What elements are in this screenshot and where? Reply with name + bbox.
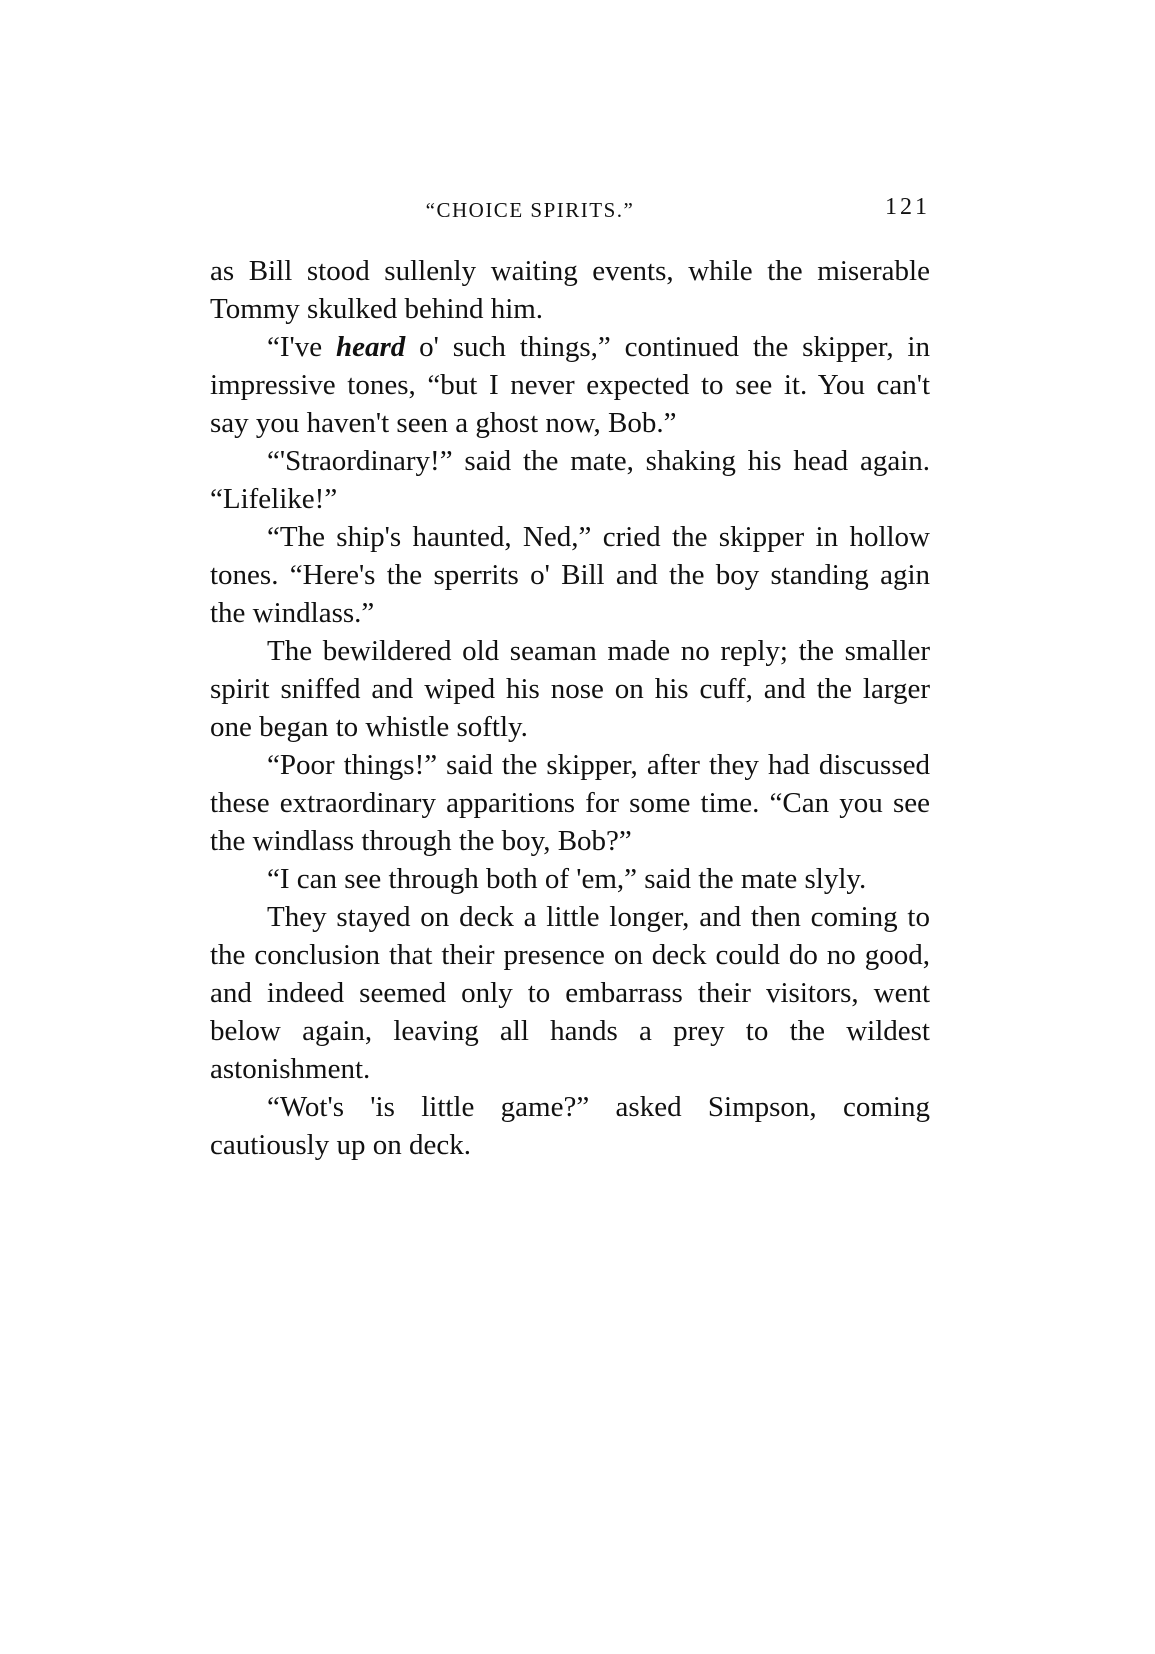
paragraph: “The ship's haunted, Ned,” cried the skipper in hollow tones. “Here's the sperrits o' Bill and the boy standing agin the windlass.”: [210, 521, 930, 629]
paragraph: [210, 328, 930, 442]
page-number: 121: [885, 194, 930, 220]
paragraph-text: o' such things,” continued the skipper, in impressive tones, “but I never expected to see it. You can't say you haven't seen a ghost now, Bob.”: [210, 331, 930, 439]
paragraph: as Bill stood sullenly waiting events, while the miserable Tommy skulked behind him.: [210, 255, 930, 325]
paragraph: “Wot's 'is little game?” asked Simpson, coming cautiously up on deck.: [210, 1091, 930, 1161]
body-text: [210, 252, 930, 1164]
paragraph: “I can see through both of 'em,” said the mate slyly.: [267, 863, 867, 895]
running-title: “CHOICE SPIRITS.”: [425, 198, 635, 222]
paragraph: The bewildered old seaman made no reply; the smaller spirit sniffed and wiped his nose on his cuff, and the larger one began to whistle softly.: [210, 635, 930, 743]
paragraph: “'Straordinary!” said the mate, shaking his head again. “Lifelike!”: [210, 445, 930, 515]
paragraph: “Poor things!” said the skipper, after they had discussed these extraordinary apparitions for some time. “Can you see the windlass through the boy, Bob?”: [210, 749, 930, 857]
running-head: [210, 190, 930, 230]
paragraph: They stayed on deck a little longer, and then coming to the conclusion that their presence on deck could do no good, and indeed seemed only to embarrass their visitors, went below again, leaving all hands a prey to the wildest astonishment.: [210, 901, 930, 1085]
emphasized-word: heard: [335, 331, 406, 363]
paragraph-text: “I've: [267, 331, 336, 363]
